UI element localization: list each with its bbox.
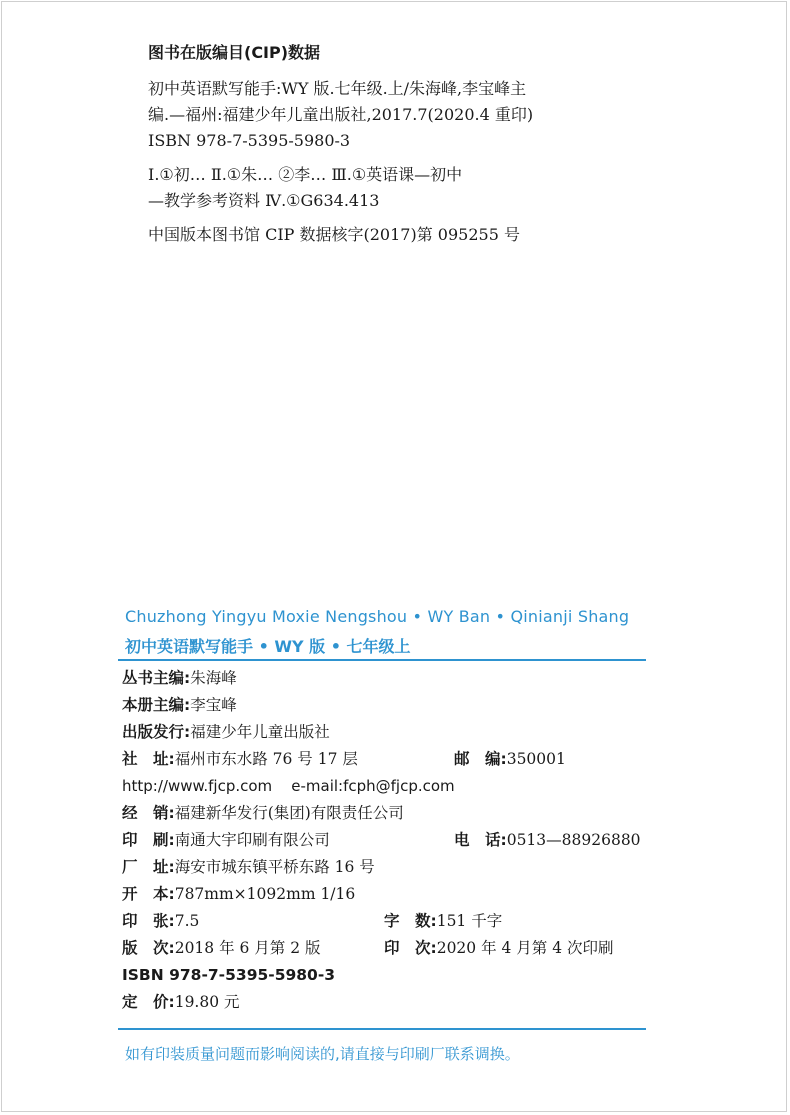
price-value: 19.80 元 xyxy=(174,993,240,1011)
cip-isbn: ISBN 978-7-5395-5980-3 xyxy=(148,131,351,150)
publisher-row xyxy=(122,719,330,745)
publisher-value: 福建少年儿童出版社 xyxy=(190,723,330,741)
email-link[interactable]: e-mail:fcph@fjcp.com xyxy=(291,777,455,795)
price-row xyxy=(122,989,240,1015)
postcode-label: 邮 编: xyxy=(454,750,507,768)
isbn-row xyxy=(122,962,335,988)
sheets-label: 印 张: xyxy=(122,912,175,930)
book-title-pinyin: Chuzhong Yingyu Moxie Nengshou • WY Ban • Qinianji Shang xyxy=(125,607,630,626)
format-row xyxy=(122,881,355,907)
series-editor-label: 丛书主编: xyxy=(122,669,191,687)
impression-value: 2020 年 4 月第 4 次印刷 xyxy=(436,939,614,957)
divider-top xyxy=(118,659,646,661)
divider-bottom xyxy=(118,1028,646,1030)
factory-row xyxy=(122,854,375,880)
website-link[interactable]: http://www.fjcp.com xyxy=(122,777,273,795)
address-label: 社 址: xyxy=(122,750,175,768)
cip-heading: 图书在版编目(CIP)数据 xyxy=(148,43,321,62)
edition-label: 版 次: xyxy=(122,939,175,957)
printer-label: 印 刷: xyxy=(122,831,175,849)
edition-row xyxy=(122,935,662,961)
address-row xyxy=(122,746,662,772)
contact-row xyxy=(122,773,455,799)
factory-label: 厂 址: xyxy=(122,858,175,876)
cip-verification: 中国版本图书馆 CIP 数据核字(2017)第 095255 号 xyxy=(148,225,520,244)
factory-value: 海安市城东镇平桥东路 16 号 xyxy=(174,858,375,876)
distributor-label: 经 销: xyxy=(122,804,175,822)
series-editor-row xyxy=(122,665,237,691)
format-label: 开 本: xyxy=(122,885,175,903)
impression-label: 印 次: xyxy=(384,939,437,957)
isbn-value: ISBN 978-7-5395-5980-3 xyxy=(122,966,336,984)
distributor-value: 福建新华发行(集团)有限责任公司 xyxy=(174,804,404,822)
edition-value: 2018 年 6 月第 2 版 xyxy=(174,939,321,957)
volume-editor-row xyxy=(122,692,237,718)
printer-row xyxy=(122,827,662,853)
publisher-label: 出版发行: xyxy=(122,723,191,741)
cip-entry-line: 编.—福州:福建少年儿童出版社,2017.7(2020.4 重印) xyxy=(148,105,534,124)
quality-notice: 如有印装质量问题而影响阅读的,请直接与印刷厂联系调换。 xyxy=(125,1045,520,1063)
cip-block xyxy=(148,40,618,248)
series-editor-value: 朱海峰 xyxy=(190,669,237,687)
postcode-value: 350001 xyxy=(506,750,566,768)
printer-value: 南通大宇印刷有限公司 xyxy=(174,831,330,849)
cip-classification-line: —教学参考资料 Ⅳ.①G634.413 xyxy=(148,191,380,210)
phone-value: 0513—88926880 xyxy=(506,831,641,849)
sheets-row xyxy=(122,908,662,934)
volume-editor-label: 本册主编: xyxy=(122,696,191,714)
cip-classification-line: Ⅰ.①初… Ⅱ.①朱… ②李… Ⅲ.①英语课—初中 xyxy=(148,165,463,184)
distributor-row xyxy=(122,800,404,826)
sheets-value: 7.5 xyxy=(174,912,200,930)
book-title-chinese: 初中英语默写能手 • WY 版 • 七年级上 xyxy=(125,637,411,656)
address-value: 福州市东水路 76 号 17 层 xyxy=(174,750,358,768)
volume-editor-value: 李宝峰 xyxy=(190,696,237,714)
price-label: 定 价: xyxy=(122,993,175,1011)
format-value: 787mm×1092mm 1/16 xyxy=(174,885,356,903)
wordcount-label: 字 数: xyxy=(384,912,437,930)
wordcount-value: 151 千字 xyxy=(436,912,503,930)
cip-entry-line: 初中英语默写能手:WY 版.七年级.上/朱海峰,李宝峰主 xyxy=(148,79,527,98)
phone-label: 电 话: xyxy=(454,831,507,849)
